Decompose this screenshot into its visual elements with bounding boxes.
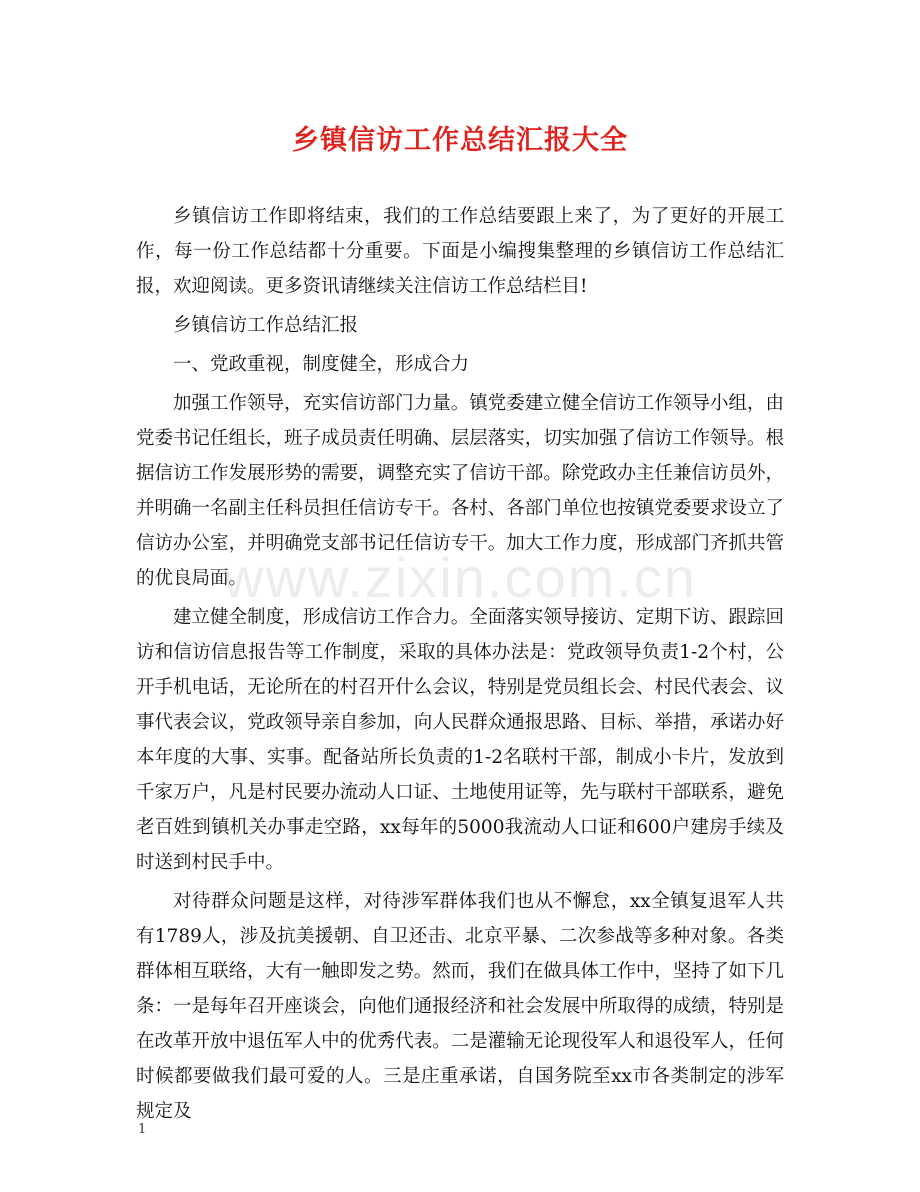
page-number: 1 (138, 1122, 147, 1137)
document-title: 乡镇信访工作总结汇报大全 (292, 125, 628, 156)
paragraph-subtitle: 乡镇信访工作总结汇报 (173, 315, 359, 336)
paragraph-intro: 乡镇信访工作即将结束，我们的工作总结要跟上来了，为了更好的开展工作，每一份工作总结都十分重要。下面是小编搜集整理的乡镇信访工作总结汇报，欢迎阅读。更多资讯请继续关注信访工作总结栏目! (136, 206, 784, 297)
paragraph-leadership: 加强工作领导，充实信访部门力量。镇党委建立健全信访工作领导小组，由党委书记任组长，班子成员责任明确、层层落实，切实加强了信访工作领导。根据信访工作发展形势的需要，调整充实了信访干部。除党政办主任兼信访员外，并明确一名副主任科员担任信访专干。各村、各部门单位也按镇党委要求设立了信访办公室，并明确党支部书记任信访专干。加大工作力度，形成部门齐抓共管的优良局面。 (136, 393, 784, 589)
section-heading: 一、党政重视，制度健全，形成合力 (173, 354, 470, 375)
paragraph-military: 对待群众问题是这样，对待涉军群体我们也从不懈怠，xx全镇复退军人共有1789人，涉及抗美援朝、自卫还击、北京平暴、二次参战等多种对象。各类群体相互联络，大有一触即发之势。然而，我们在做具体工作中，坚持了如下几条：一是每年召开座谈会，向他们通报经济和社会发展中所取得的成绩，特别是在改革开放中退伍军人中的优秀代表。二是灌输无论现役军人和退役军人，任何时候都要做我们最可爱的人。三是庄重承诺，自国务院至xx市各类制定的涉军规定及 (136, 891, 784, 1122)
watermark: www.zixin.com.cn (223, 546, 697, 609)
paragraph-system: 建立健全制度，形成信访工作合力。全面落实领导接访、定期下访、跟踪回访和信访信息报告等工作制度，采取的具体办法是：党政领导负责1-2个村，公开手机电话，无论所在的村召开什么会议，特别是党员组长会、村民代表会、议事代表会议，党政领导亲自参加，向人民群众通报思路、目标、举措，承诺办好本年度的大事、实事。配备站所长负责的1-2名联村干部，制成小卡片，发放到千家万户，凡是村民要办流动人口证、土地使用证等，先与联村干部联系，避免老百姓到镇机关办事走空路，xx每年的5000我流动人口证和600户建房手续及时送到村民手中。 (136, 607, 784, 873)
document-body (136, 199, 784, 1129)
